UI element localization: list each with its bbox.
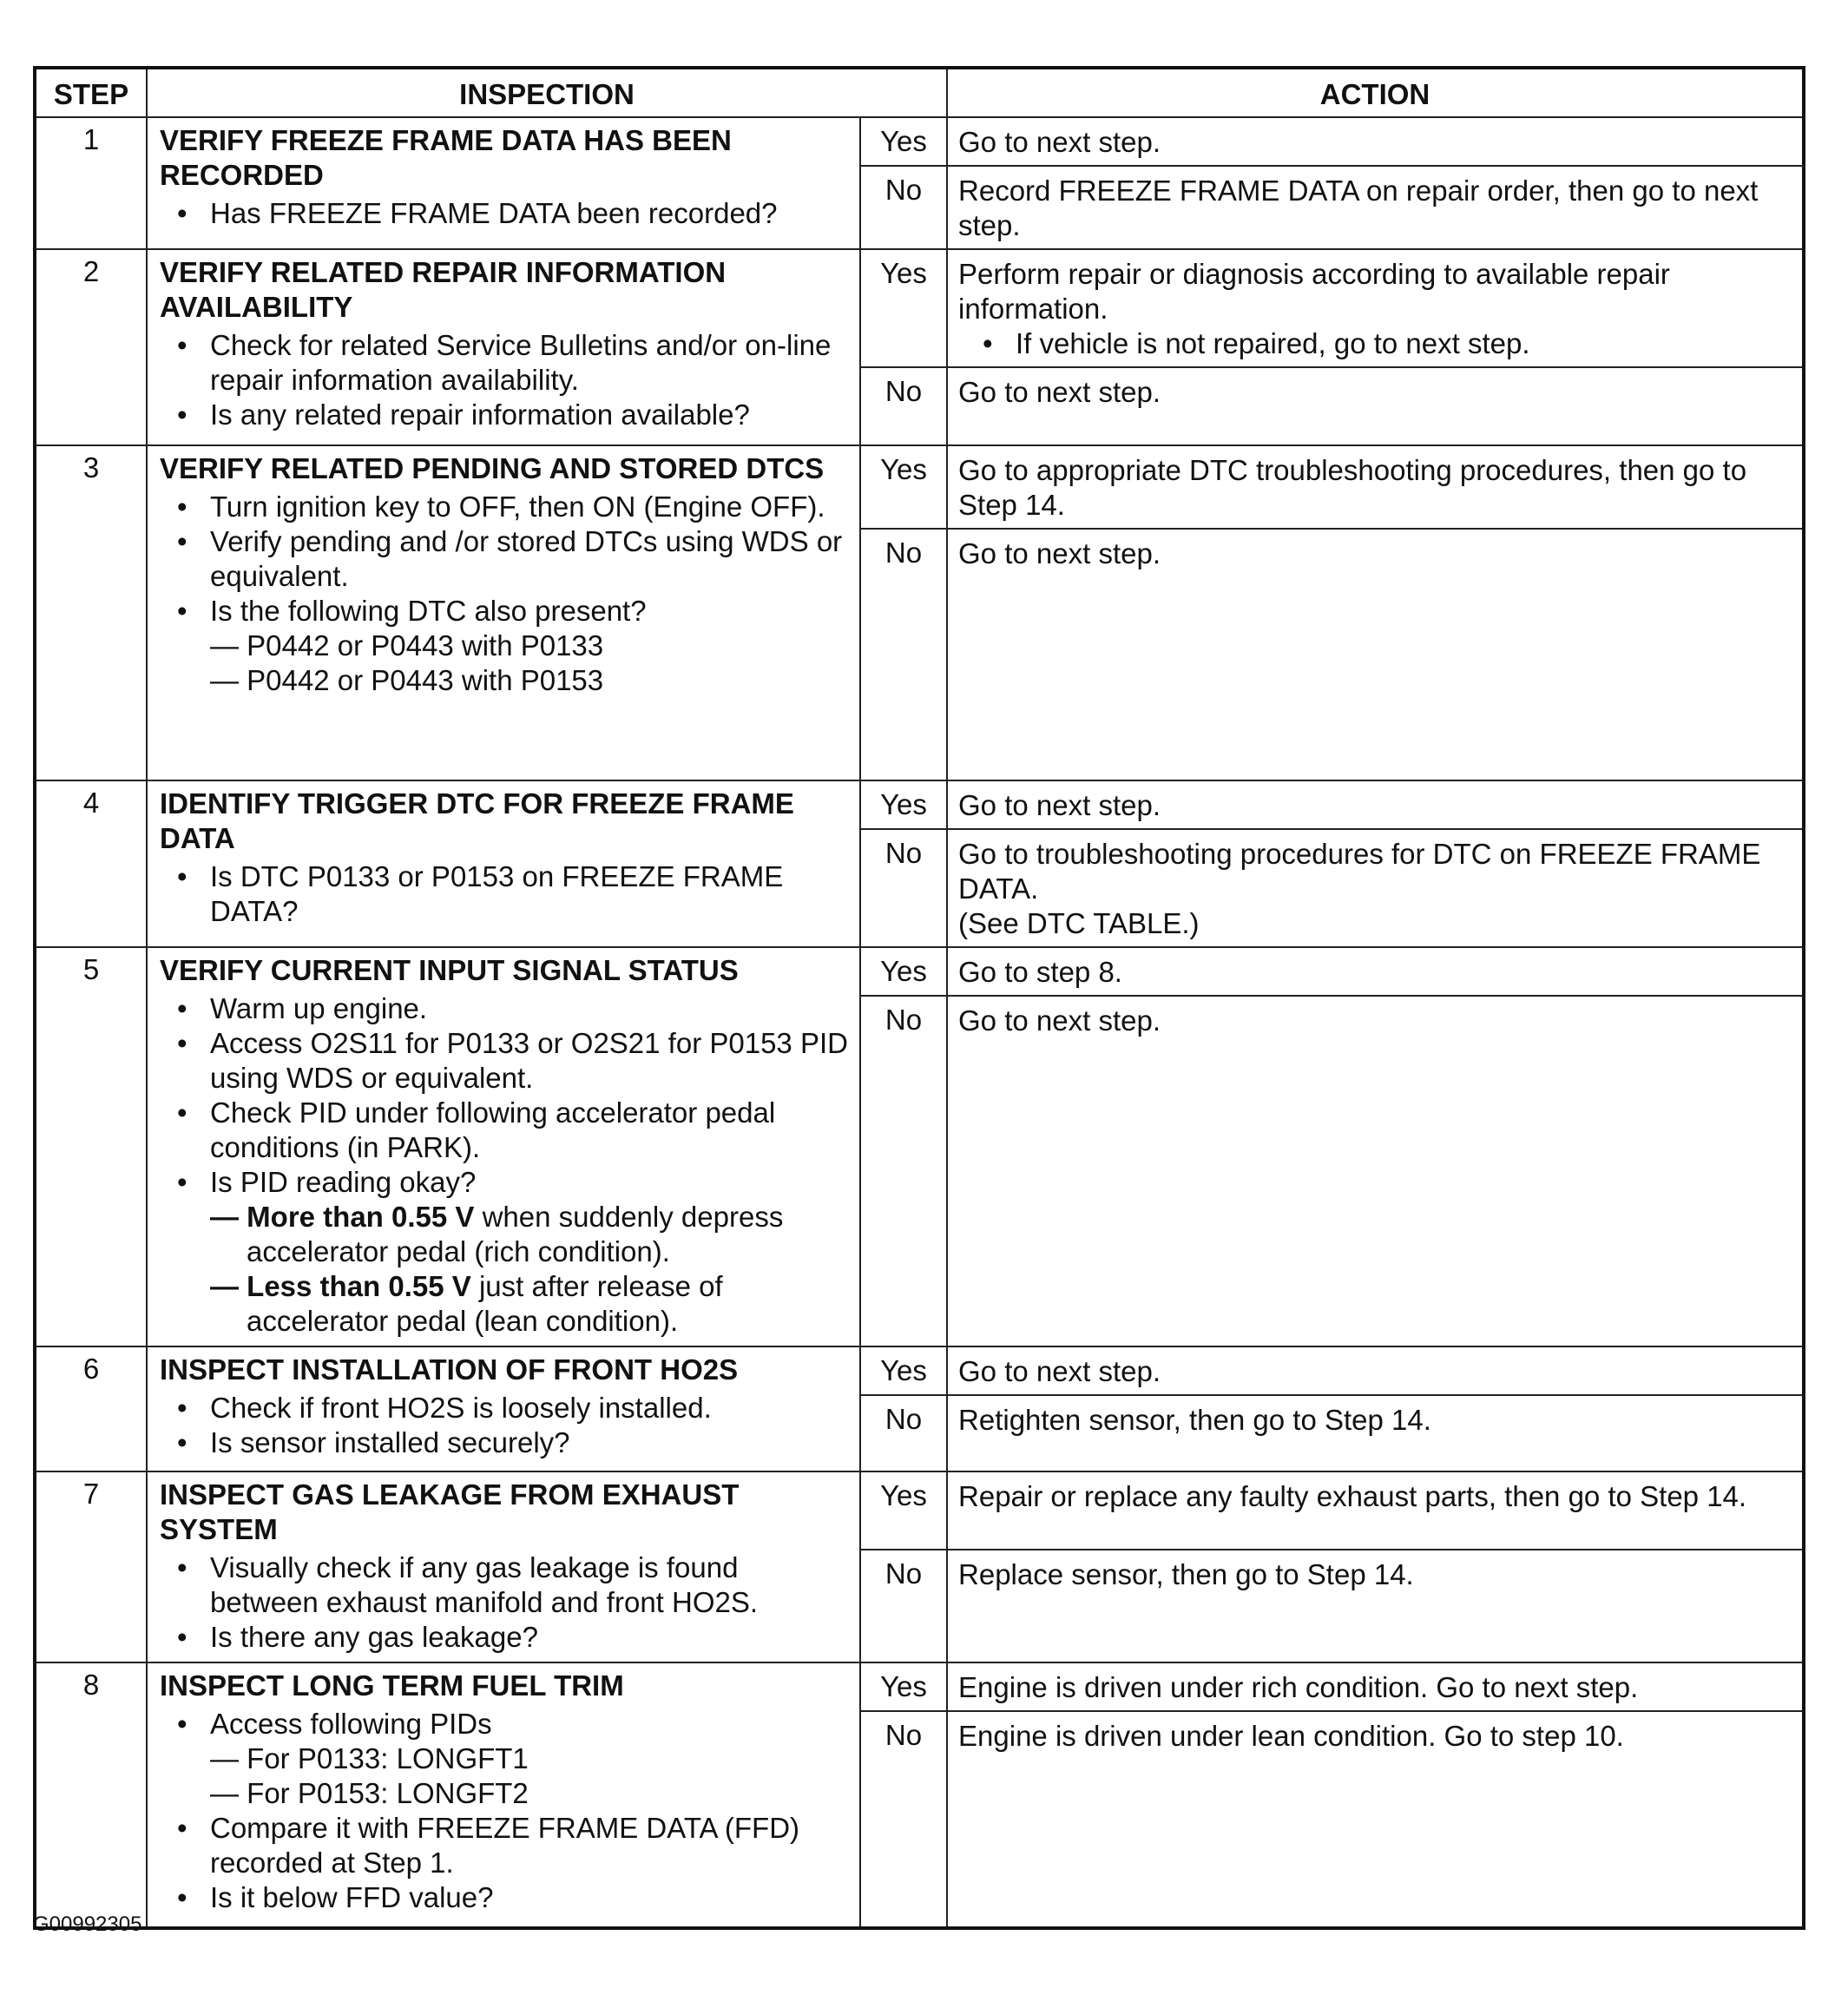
no-action: Record FREEZE FRAME DATA on repair order, then go to next step.	[947, 166, 1804, 249]
pid-for-dtc: — For P0133: LONGFT1	[210, 1742, 529, 1774]
yes-action: Go to next step.	[947, 1346, 1804, 1395]
condition-threshold: — Less than 0.55 V	[210, 1270, 471, 1302]
inspection-bullet: • Is sensor installed securely?	[210, 1425, 851, 1460]
step-8-yes-row	[35, 1662, 1804, 1711]
yes-action: Go to next step.	[947, 780, 1804, 829]
step-inspection	[147, 249, 860, 445]
inspection-bullet: • Check for related Service Bulletins and/or on-line repair information availability.	[210, 328, 851, 398]
step-title: INSPECT LONG TERM FUEL TRIM	[160, 1669, 624, 1702]
step-title: IDENTIFY TRIGGER DTC FOR FREEZE FRAME DATA	[160, 787, 794, 854]
step-title: VERIFY RELATED PENDING AND STORED DTCS	[160, 452, 825, 484]
pid-condition-lean	[210, 1269, 851, 1339]
inspection-bullet-text: Is the following DTC also present?	[210, 595, 647, 627]
table-header-row	[35, 68, 1804, 117]
step-number: 2	[35, 249, 147, 445]
no-action: Go to next step.	[947, 529, 1804, 780]
no-label: No	[860, 166, 947, 249]
pid-condition-rich	[210, 1200, 851, 1269]
inspection-bullet: • Has FREEZE FRAME DATA been recorded?	[210, 196, 851, 231]
inspection-bullet: • Access O2S11 for P0133 or O2S21 for P0153 PID using WDS or equivalent.	[210, 1026, 851, 1096]
step-1-yes-row	[35, 117, 1804, 166]
inspection-bullet: • Check PID under following accelerator pedal conditions (in PARK).	[210, 1096, 851, 1165]
step-number: 5	[35, 947, 147, 1346]
dtc-combination: — P0442 or P0443 with P0133	[210, 629, 604, 662]
yes-action: Go to next step.	[947, 117, 1804, 166]
yes-label: Yes	[860, 1662, 947, 1711]
step-inspection	[147, 1662, 860, 1928]
no-label: No	[860, 367, 947, 445]
inspection-bullet: • Verify pending and /or stored DTCs using WDS or equivalent.	[210, 524, 851, 594]
inspection-bullet: • Is it below FFD value?	[210, 1880, 851, 1915]
inspection-bullet: • Is DTC P0133 or P0153 on FREEZE FRAME DATA?	[210, 859, 851, 929]
step-title: INSPECT INSTALLATION OF FRONT HO2S	[160, 1353, 739, 1386]
condition-text: just after release of accelerator pedal (lean condition).	[247, 1270, 723, 1337]
step-title: VERIFY CURRENT INPUT SIGNAL STATUS	[160, 954, 739, 986]
yes-label: Yes	[860, 1346, 947, 1395]
yes-label: Yes	[860, 947, 947, 996]
condition-threshold: — More than 0.55 V	[210, 1201, 475, 1233]
action-bullet: • If vehicle is not repaired, go to next step.	[1016, 326, 1793, 361]
yes-label: Yes	[860, 117, 947, 166]
no-action-text: Go to troubleshooting procedures for DTC on FREEZE FRAME DATA.	[958, 838, 1761, 905]
step-title: INSPECT GAS LEAKAGE FROM EXHAUST SYSTEM	[160, 1478, 740, 1545]
step-4-yes-row	[35, 780, 1804, 829]
yes-action: Repair or replace any faulty exhaust parts, then go to Step 14.	[947, 1471, 1804, 1550]
step-inspection	[147, 117, 860, 249]
inspection-bullet-text: Access following PIDs	[210, 1708, 492, 1740]
step-number: 8	[35, 1662, 147, 1928]
step-inspection	[147, 1346, 860, 1471]
yes-label: Yes	[860, 249, 947, 367]
no-action: Go to next step.	[947, 996, 1804, 1346]
inspection-bullet-text: Is PID reading okay?	[210, 1166, 477, 1198]
step-title: VERIFY FREEZE FRAME DATA HAS BEEN RECORDED	[160, 124, 732, 191]
no-action: Go to next step.	[947, 367, 1804, 445]
step-inspection	[147, 780, 860, 947]
step-title: VERIFY RELATED REPAIR INFORMATION AVAILABILITY	[160, 256, 727, 323]
inspection-bullet: • Is there any gas leakage?	[210, 1620, 851, 1655]
step-5-yes-row	[35, 947, 1804, 996]
yes-action: Go to step 8.	[947, 947, 1804, 996]
no-label: No	[860, 996, 947, 1346]
yes-action: Engine is driven under rich condition. Go to next step.	[947, 1662, 1804, 1711]
header-inspection: INSPECTION	[147, 68, 947, 117]
yes-label: Yes	[860, 445, 947, 529]
no-label: No	[860, 829, 947, 947]
step-2-yes-row	[35, 249, 1804, 367]
step-inspection	[147, 1471, 860, 1662]
header-step: STEP	[35, 68, 147, 117]
inspection-bullet: • Turn ignition key to OFF, then ON (Engine OFF).	[210, 490, 851, 524]
inspection-bullet: • Warm up engine.	[210, 991, 851, 1026]
no-label: No	[860, 1711, 947, 1928]
step-inspection	[147, 947, 860, 1346]
step-7-yes-row	[35, 1471, 1804, 1550]
yes-action-text: Perform repair or diagnosis according to available repair information.	[958, 258, 1670, 325]
yes-action: Go to appropriate DTC troubleshooting procedures, then go to Step 14.	[947, 445, 1804, 529]
step-number: 7	[35, 1471, 147, 1662]
step-inspection	[147, 445, 860, 780]
step-number: 4	[35, 780, 147, 947]
step-number: 6	[35, 1346, 147, 1471]
no-label: No	[860, 529, 947, 780]
header-action: ACTION	[947, 68, 1804, 117]
inspection-bullet: • Compare it with FREEZE FRAME DATA (FFD) recorded at Step 1.	[210, 1811, 851, 1880]
step-6-yes-row	[35, 1346, 1804, 1395]
inspection-bullet	[210, 1707, 851, 1811]
no-action: Replace sensor, then go to Step 14.	[947, 1550, 1804, 1662]
step-3-yes-row	[35, 445, 1804, 529]
inspection-bullet	[210, 594, 851, 698]
inspection-bullet: • Check if front HO2S is loosely installed.	[210, 1391, 851, 1425]
diagnostic-procedure-table	[33, 66, 1805, 1930]
yes-label: Yes	[860, 780, 947, 829]
step-number: 1	[35, 117, 147, 249]
no-action-note: (See DTC TABLE.)	[958, 907, 1200, 939]
inspection-bullet	[210, 1165, 851, 1339]
no-label: No	[860, 1550, 947, 1662]
no-action	[947, 829, 1804, 947]
pid-for-dtc: — For P0153: LONGFT2	[210, 1777, 529, 1809]
dtc-combination: — P0442 or P0443 with P0153	[210, 664, 604, 696]
step-number: 3	[35, 445, 147, 780]
yes-action	[947, 249, 1804, 367]
yes-label: Yes	[860, 1471, 947, 1550]
figure-id: G00992305	[33, 1913, 142, 1936]
no-label: No	[860, 1395, 947, 1471]
condition-text: when suddenly depress accelerator pedal (rich condition).	[247, 1201, 784, 1267]
no-action: Engine is driven under lean condition. Go to step 10.	[947, 1711, 1804, 1928]
inspection-bullet: • Is any related repair information available?	[210, 398, 851, 432]
no-action: Retighten sensor, then go to Step 14.	[947, 1395, 1804, 1471]
inspection-bullet: • Visually check if any gas leakage is found between exhaust manifold and front HO2S.	[210, 1550, 851, 1620]
